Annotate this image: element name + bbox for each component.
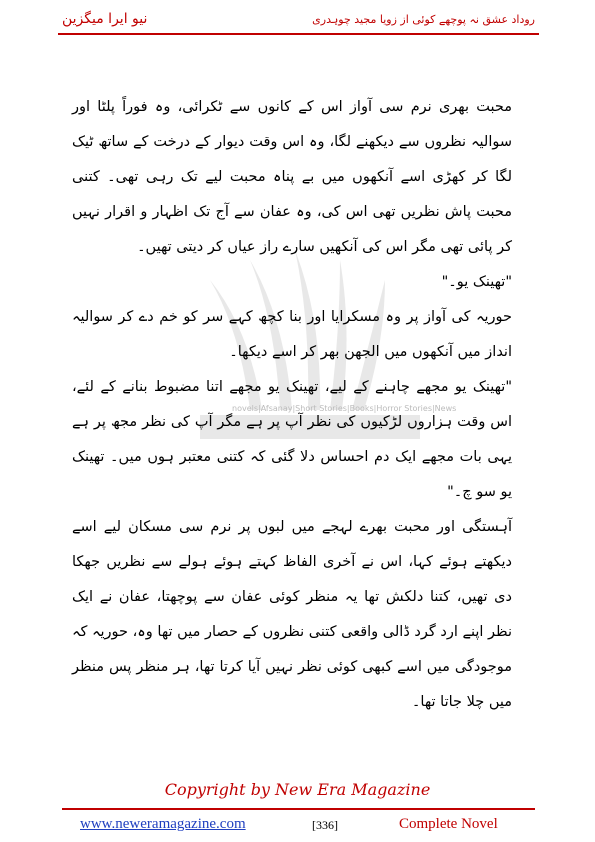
story-title: روداد عشق نہ پوچھے کوئی از زویا مجید چوہدری bbox=[312, 13, 535, 26]
copyright-notice: Copyright by New Era Magazine bbox=[164, 780, 431, 799]
article-body bbox=[72, 90, 512, 720]
header-divider bbox=[58, 33, 539, 35]
watermark-url: novels|Afsanay|Short Stories|Books|Horror Stories|News bbox=[232, 404, 457, 413]
magazine-name: نیو ایرا میگزین bbox=[62, 11, 148, 27]
paragraph: "تھینک یو۔" bbox=[441, 274, 512, 290]
website-link[interactable]: www.neweramagazine.com bbox=[80, 816, 246, 832]
paragraph: آہستگی اور محبت بھرے لہجے میں لبوں پر نرم سی مسکان لیے اسے دیکھتے ہوئے کہا، اس نے آخری الفاظ کہتے ہوئے ہولے سے نظریں جھکا دی تھیں، کتنا دلکش تھا یہ منظر کوئی عفان سے پوچھتا، عفان نے ایک نظر اپنے ارد گرد ڈالی واقعی کتنی نظروں کے حصار میں تھا وہ، حوریہ کہ موجودگی میں اسے کبھی کوئی نظر نہیں آیا کرتا تھا، ہر منظر پس منظر میں چلا جاتا تھا۔ bbox=[72, 519, 512, 710]
footer-divider bbox=[62, 808, 535, 810]
paragraph: محبت بھری نرم سی آواز اس کے کانوں سے ٹکرائی، وہ فوراً پلٹا اور سوالیہ نظروں سے دیکھنے لگا، وہ اس وقت دیوار کے درخت کے ساتھ ٹیک لگا کر کھڑی اسے آنکھوں میں بے پناہ محبت لیے تک رہی تھی۔ کتنی محبت پاش نظریں تھی اس کی، وہ عفان سے آج تک اظہار و اقرار نہیں کر پائی تھی مگر اس کی آنکھیں سارے راز عیاں کر دیتی تھیں۔ bbox=[72, 99, 512, 255]
paragraph: "تھینک یو مجھے چاہنے کے لیے، تھینک یو مجھے اتنا مضبوط بنانے کے لئے، اس وقت ہزاروں لڑکیوں کی نظر آپ پر ہے مگر آپ کی نظر مجھ پر ہے یہی بات مجھے ایک دم احساس دلا گئی کہ کتنی معتبر ہوں میں۔ تھینک یو سو چ۔" bbox=[72, 379, 512, 500]
page-header bbox=[0, 0, 595, 40]
page-number: [336] bbox=[312, 818, 338, 832]
novel-category: Complete Novel bbox=[399, 816, 498, 832]
paragraph: حوریہ کی آواز پر وہ مسکرایا اور بنا کچھ کہے سر کو خم دے کر سوالیہ انداز میں آنکھوں میں الجھن بھر کر اسے دیکھا۔ bbox=[72, 309, 512, 360]
